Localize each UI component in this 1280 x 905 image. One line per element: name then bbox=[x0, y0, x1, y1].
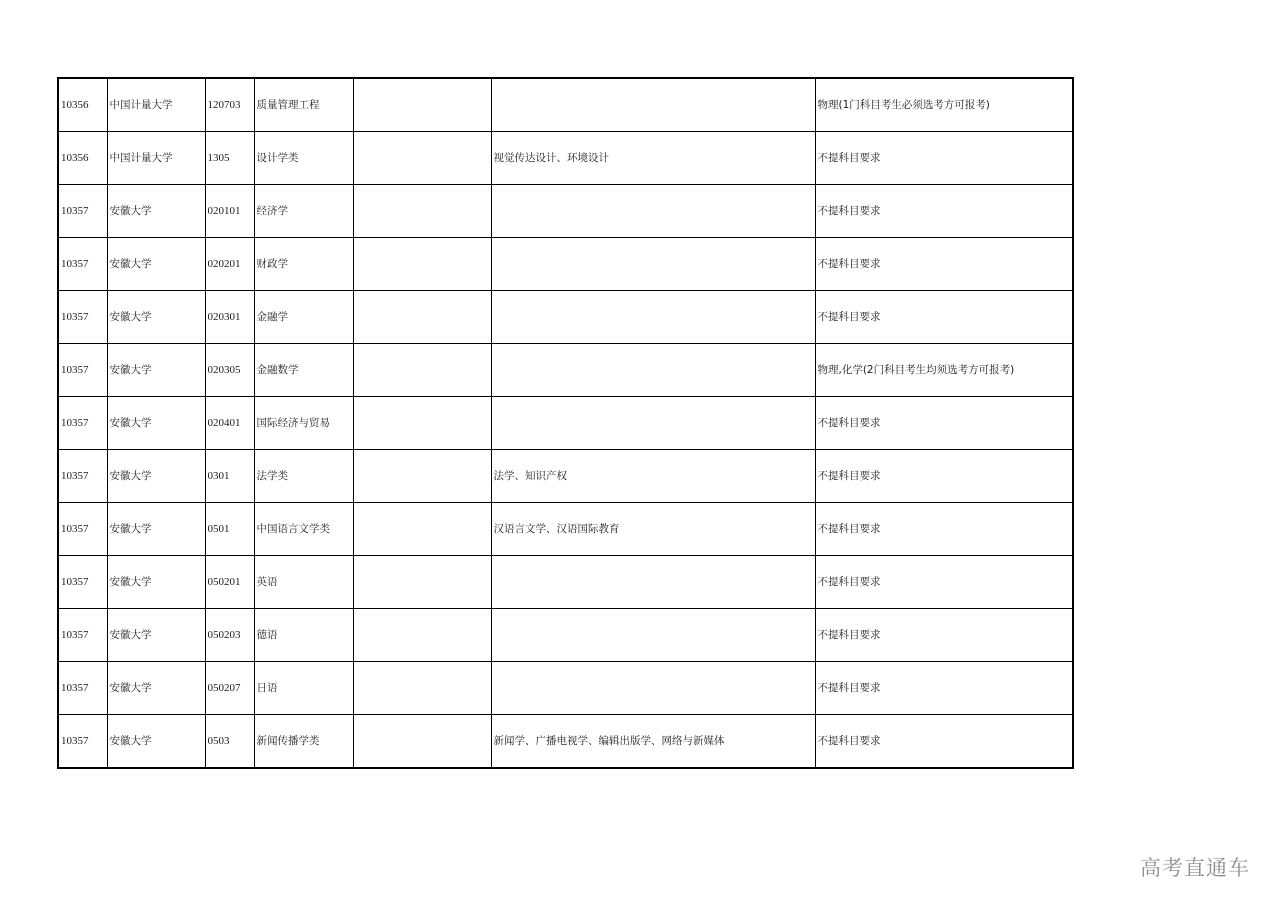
subject-requirement-cell: 不提科目要求 bbox=[815, 450, 1073, 503]
major-name-cell: 英语 bbox=[254, 556, 353, 609]
major-code-cell: 050207 bbox=[205, 662, 254, 715]
school-code-cell: 10357 bbox=[58, 238, 107, 291]
level-cell bbox=[353, 450, 491, 503]
school-code-cell: 10357 bbox=[58, 662, 107, 715]
school-name-cell: 安徽大学 bbox=[107, 609, 205, 662]
school-code-cell: 10357 bbox=[58, 397, 107, 450]
major-code-cell: 120703 bbox=[205, 78, 254, 132]
subject-requirement-cell: 不提科目要求 bbox=[815, 238, 1073, 291]
school-code-cell: 10357 bbox=[58, 609, 107, 662]
major-name-cell: 经济学 bbox=[254, 185, 353, 238]
level-cell bbox=[353, 291, 491, 344]
major-name-cell: 中国语言文学类 bbox=[254, 503, 353, 556]
subject-requirement-cell: 物理(1门科目考生必须选考方可报考) bbox=[815, 78, 1073, 132]
major-name-cell: 设计学类 bbox=[254, 132, 353, 185]
school-code-cell: 10357 bbox=[58, 291, 107, 344]
school-name-cell: 安徽大学 bbox=[107, 662, 205, 715]
table-row bbox=[58, 556, 1073, 609]
included-majors-cell: 法学、知识产权 bbox=[491, 450, 815, 503]
level-cell bbox=[353, 715, 491, 769]
major-name-cell: 日语 bbox=[254, 662, 353, 715]
table-row bbox=[58, 397, 1073, 450]
included-majors-cell bbox=[491, 344, 815, 397]
level-cell bbox=[353, 238, 491, 291]
school-name-cell: 安徽大学 bbox=[107, 185, 205, 238]
major-code-cell: 0503 bbox=[205, 715, 254, 769]
table-row bbox=[58, 715, 1073, 769]
subject-requirements-table bbox=[57, 77, 1074, 769]
major-code-cell: 020305 bbox=[205, 344, 254, 397]
school-name-cell: 中国计量大学 bbox=[107, 78, 205, 132]
major-code-cell: 020301 bbox=[205, 291, 254, 344]
school-name-cell: 安徽大学 bbox=[107, 397, 205, 450]
level-cell bbox=[353, 397, 491, 450]
subject-requirement-cell: 不提科目要求 bbox=[815, 291, 1073, 344]
school-name-cell: 安徽大学 bbox=[107, 238, 205, 291]
school-code-cell: 10356 bbox=[58, 78, 107, 132]
school-name-cell: 安徽大学 bbox=[107, 450, 205, 503]
included-majors-cell bbox=[491, 556, 815, 609]
school-name-cell: 安徽大学 bbox=[107, 291, 205, 344]
table-row bbox=[58, 132, 1073, 185]
school-code-cell: 10356 bbox=[58, 132, 107, 185]
included-majors-cell bbox=[491, 291, 815, 344]
major-name-cell: 金融学 bbox=[254, 291, 353, 344]
major-code-cell: 0301 bbox=[205, 450, 254, 503]
major-code-cell: 020201 bbox=[205, 238, 254, 291]
level-cell bbox=[353, 609, 491, 662]
level-cell bbox=[353, 185, 491, 238]
school-name-cell: 中国计量大学 bbox=[107, 132, 205, 185]
school-code-cell: 10357 bbox=[58, 715, 107, 769]
subject-requirement-cell: 不提科目要求 bbox=[815, 503, 1073, 556]
major-name-cell: 质量管理工程 bbox=[254, 78, 353, 132]
included-majors-cell bbox=[491, 397, 815, 450]
major-name-cell: 国际经济与贸易 bbox=[254, 397, 353, 450]
watermark-text: 高考直通车 bbox=[1140, 856, 1250, 880]
major-name-cell: 新闻传播学类 bbox=[254, 715, 353, 769]
subject-requirement-cell: 不提科目要求 bbox=[815, 185, 1073, 238]
table-row bbox=[58, 609, 1073, 662]
included-majors-cell bbox=[491, 185, 815, 238]
subject-requirement-cell: 不提科目要求 bbox=[815, 132, 1073, 185]
school-name-cell: 安徽大学 bbox=[107, 503, 205, 556]
subject-requirement-cell: 不提科目要求 bbox=[815, 662, 1073, 715]
school-code-cell: 10357 bbox=[58, 556, 107, 609]
included-majors-cell: 新闻学、广播电视学、编辑出版学、网络与新媒体 bbox=[491, 715, 815, 769]
major-code-cell: 050203 bbox=[205, 609, 254, 662]
level-cell bbox=[353, 78, 491, 132]
table-row bbox=[58, 291, 1073, 344]
subject-requirement-cell: 不提科目要求 bbox=[815, 556, 1073, 609]
school-code-cell: 10357 bbox=[58, 185, 107, 238]
school-name-cell: 安徽大学 bbox=[107, 715, 205, 769]
school-code-cell: 10357 bbox=[58, 344, 107, 397]
included-majors-cell bbox=[491, 662, 815, 715]
major-name-cell: 金融数学 bbox=[254, 344, 353, 397]
included-majors-cell bbox=[491, 238, 815, 291]
subject-requirement-cell: 不提科目要求 bbox=[815, 397, 1073, 450]
school-code-cell: 10357 bbox=[58, 450, 107, 503]
table-row bbox=[58, 450, 1073, 503]
major-code-cell: 050201 bbox=[205, 556, 254, 609]
subject-requirement-cell: 不提科目要求 bbox=[815, 715, 1073, 769]
included-majors-cell bbox=[491, 78, 815, 132]
table-body bbox=[58, 78, 1073, 768]
major-name-cell: 财政学 bbox=[254, 238, 353, 291]
level-cell bbox=[353, 662, 491, 715]
school-name-cell: 安徽大学 bbox=[107, 344, 205, 397]
school-name-cell: 安徽大学 bbox=[107, 556, 205, 609]
subject-requirement-cell: 不提科目要求 bbox=[815, 609, 1073, 662]
included-majors-cell: 视觉传达设计、环境设计 bbox=[491, 132, 815, 185]
major-code-cell: 020101 bbox=[205, 185, 254, 238]
table-row bbox=[58, 662, 1073, 715]
level-cell bbox=[353, 503, 491, 556]
subject-requirement-cell: 物理,化学(2门科目考生均须选考方可报考) bbox=[815, 344, 1073, 397]
major-code-cell: 0501 bbox=[205, 503, 254, 556]
level-cell bbox=[353, 556, 491, 609]
table-row bbox=[58, 503, 1073, 556]
table-row bbox=[58, 238, 1073, 291]
level-cell bbox=[353, 344, 491, 397]
level-cell bbox=[353, 132, 491, 185]
included-majors-cell: 汉语言文学、汉语国际教育 bbox=[491, 503, 815, 556]
major-name-cell: 法学类 bbox=[254, 450, 353, 503]
table-row bbox=[58, 344, 1073, 397]
school-code-cell: 10357 bbox=[58, 503, 107, 556]
included-majors-cell bbox=[491, 609, 815, 662]
major-code-cell: 020401 bbox=[205, 397, 254, 450]
table-row bbox=[58, 78, 1073, 132]
table-row bbox=[58, 185, 1073, 238]
major-code-cell: 1305 bbox=[205, 132, 254, 185]
major-name-cell: 德语 bbox=[254, 609, 353, 662]
